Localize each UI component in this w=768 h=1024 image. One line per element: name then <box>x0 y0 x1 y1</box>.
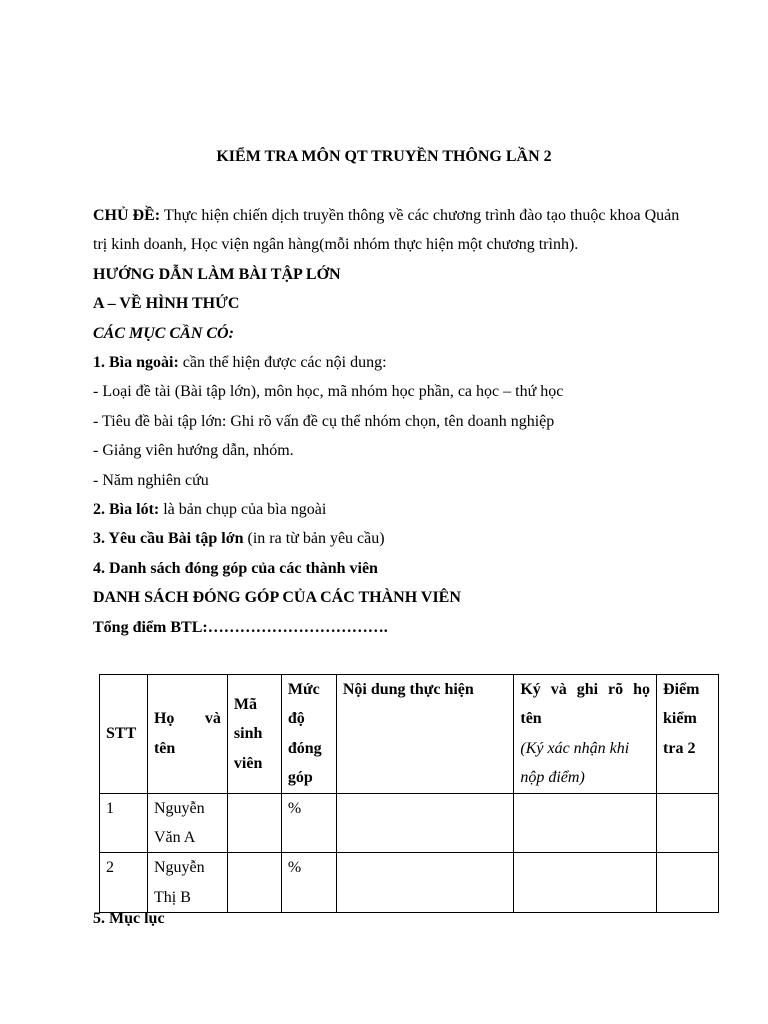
cell-sign <box>514 853 657 913</box>
item-3 <box>93 524 683 553</box>
header-contribution: Mức độ đóng góp <box>281 675 336 794</box>
required-items-heading: CÁC MỤC CẦN CÓ: <box>93 324 234 342</box>
cell-sign <box>514 793 657 853</box>
header-sign <box>514 675 657 794</box>
bullet-item: - Loại đề tài (Bài tập lớn), môn học, mã nhóm học phần, ca học – thứ học <box>93 383 564 401</box>
header-score: Điểm kiểm tra 2 <box>657 675 719 794</box>
item-1 <box>93 348 683 377</box>
item-2 <box>93 495 683 524</box>
list-heading: DANH SÁCH ĐÓNG GÓP CỦA CÁC THÀNH VIÊN <box>93 589 461 607</box>
bullet-item: - Giảng viên hướng dẫn, nhóm. <box>93 442 294 460</box>
cell-contribution: % <box>281 853 336 913</box>
document-title: KIỂM TRA MÔN QT TRUYỀN THÔNG LẦN 2 <box>216 148 552 165</box>
table-header-row <box>100 675 719 794</box>
item-3-text: (in ra từ bản yêu cầu) <box>243 530 385 548</box>
cell-stt: 2 <box>100 853 148 913</box>
cell-name: Nguyễn Văn A <box>147 793 227 853</box>
header-name-part: Họ <box>153 710 175 728</box>
topic-paragraph <box>93 201 683 260</box>
table-row <box>100 853 719 913</box>
item-1-label: 1. Bìa ngoài: <box>93 354 179 372</box>
document-body <box>93 201 683 642</box>
item-4: 4. Danh sách đóng góp của các thành viên <box>93 559 378 577</box>
topic-text: Thực hiện chiến dịch truyền thông về các chương trình đào tạo thuộc khoa Quản trị kinh doanh, Học viện ngân hàng(mỗi nhóm thực hiện một chương trình). <box>93 207 680 254</box>
header-name-part: và <box>204 710 221 728</box>
cell-student-id <box>227 853 281 913</box>
cell-content <box>336 793 514 853</box>
header-student-id: Mã sinh viên <box>227 675 281 794</box>
item-2-text: là bản chụp của bìa ngoài <box>159 501 327 519</box>
cell-contribution: % <box>281 793 336 853</box>
total-score-line: Tổng điểm BTL:……………………………. <box>93 618 388 636</box>
header-sign-label: Ký và ghi rõ họ tên <box>520 681 651 728</box>
bullet-item: - Tiêu đề bài tập lớn: Ghi rõ vấn đề cụ thể nhóm chọn, tên doanh nghiệp <box>93 412 555 430</box>
header-name-part: tên <box>153 739 176 757</box>
cell-student-id <box>227 793 281 853</box>
item-2-label: 2. Bìa lót: <box>93 501 160 519</box>
topic-label: CHỦ ĐỀ: <box>93 207 161 224</box>
cell-stt: 1 <box>100 793 148 853</box>
header-name <box>147 675 227 794</box>
bullet-item: - Năm nghiên cứu <box>93 471 209 489</box>
cell-content <box>336 853 514 913</box>
header-content: Nội dung thực hiện <box>336 675 514 794</box>
section-a-heading: A – VỀ HÌNH THỨC <box>93 295 240 313</box>
item-5: 5. Mục lục <box>93 910 165 927</box>
cell-score <box>657 793 719 853</box>
header-stt: STT <box>100 675 148 794</box>
item-1-text: cần thể hiện được các nội dung: <box>178 354 387 372</box>
guide-heading: HƯỚNG DẪN LÀM BÀI TẬP LỚN <box>93 265 341 283</box>
cell-name: Nguyễn Thị B <box>147 853 227 913</box>
item-3-label: 3. Yêu cầu Bài tập lớn <box>93 530 244 548</box>
cell-score <box>657 853 719 913</box>
contribution-table <box>99 674 719 913</box>
header-sign-note: (Ký xác nhận khi nộp điểm) <box>520 739 630 787</box>
table-row <box>100 793 719 853</box>
